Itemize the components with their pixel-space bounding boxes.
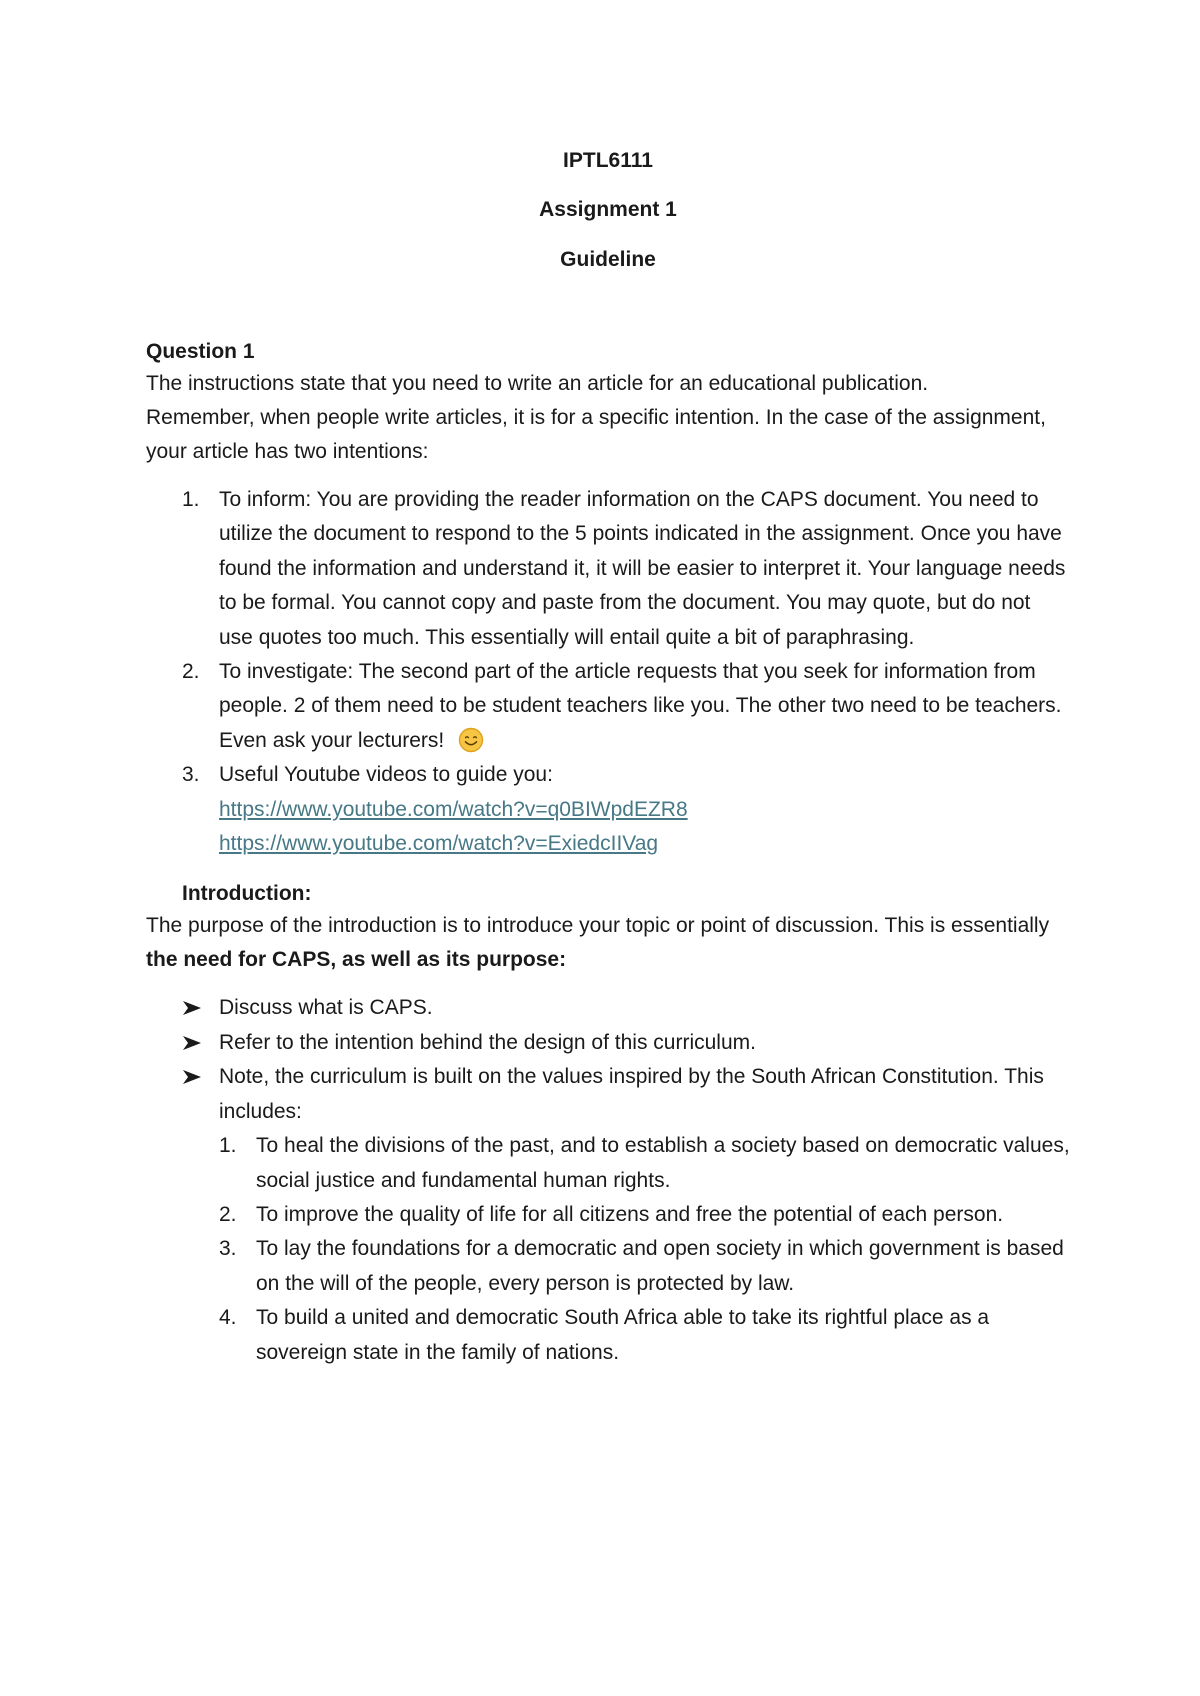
intentions-paragraph: Remember, when people write articles, it is for a specific intention. In the case of the assignment, your article has two intentions: bbox=[146, 406, 1046, 463]
list-item bbox=[146, 1060, 1070, 1370]
question-1-heading: Question 1 bbox=[146, 340, 255, 363]
arrowhead-bullet-icon bbox=[182, 1069, 202, 1085]
list-number: 1. bbox=[219, 1134, 237, 1158]
list-number: 3. bbox=[182, 763, 200, 787]
constitution-values-list bbox=[219, 1129, 1070, 1370]
list-item-text: To build a united and democratic South Africa able to take its rightful place as a sovereign state in the family of nations. bbox=[256, 1306, 990, 1364]
introduction-paragraph bbox=[146, 909, 1070, 977]
introduction-heading: Introduction: bbox=[182, 882, 312, 906]
list-item-text: To investigate: The second part of the article requests that you seek for information from people. 2 of them need to be student teachers like you. The other two need to be teachers. Even ask your lecturers! bbox=[219, 660, 1062, 752]
list-number: 4. bbox=[219, 1306, 237, 1330]
youtube-link-1[interactable]: https://www.youtube.com/watch?v=q0BIWpdEZR8 bbox=[219, 797, 688, 821]
smiling-face-icon bbox=[458, 727, 484, 753]
list-number: 2. bbox=[182, 660, 200, 684]
list-item bbox=[182, 483, 1070, 655]
list-item bbox=[182, 655, 1070, 758]
introduction-text: The purpose of the introduction is to introduce your topic or point of discussion. This is essentially bbox=[146, 914, 1050, 938]
document-type: Guideline bbox=[560, 248, 656, 271]
list-item-text: Useful Youtube videos to guide you: bbox=[219, 763, 553, 787]
list-number: 1. bbox=[182, 488, 200, 511]
bullet-text: Discuss what is CAPS. bbox=[219, 996, 433, 1020]
list-item bbox=[182, 758, 1070, 861]
course-code: IPTL6111 bbox=[563, 149, 653, 172]
introduction-bullets bbox=[146, 991, 1070, 1369]
arrowhead-bullet-icon bbox=[182, 1000, 202, 1016]
list-item-text: To lay the foundations for a democratic and open society in which government is based on the will of the people, every person is protected by law. bbox=[256, 1237, 1064, 1295]
introduction-bold-text: the need for CAPS, as well as its purpose: bbox=[146, 948, 567, 972]
list-item bbox=[146, 1026, 1070, 1060]
youtube-link-2[interactable]: https://www.youtube.com/watch?v=ExiedcIIVag bbox=[219, 832, 659, 856]
intentions-list bbox=[182, 483, 1070, 861]
arrowhead-bullet-icon bbox=[182, 1035, 202, 1051]
list-item bbox=[146, 991, 1070, 1025]
list-item bbox=[219, 1198, 1070, 1232]
list-item-text: To inform: You are providing the reader information on the CAPS document. You need to utilize the document to respond to the 5 points indicated in the assignment. Once you have found the information and understand it, it will be easier to interpret it. Your language needs to be formal. You cannot copy and paste from the document. You may quote, but do not use quotes too much. This essentially will entail quite a bit of paraphrasing. bbox=[219, 488, 1066, 649]
list-number: 2. bbox=[219, 1202, 237, 1226]
list-item bbox=[219, 1301, 1070, 1370]
list-number: 3. bbox=[219, 1237, 237, 1261]
list-item bbox=[219, 1129, 1070, 1198]
assignment-title: Assignment 1 bbox=[539, 198, 677, 221]
instructions-paragraph: The instructions state that you need to write an article for an educational publication. bbox=[146, 372, 929, 395]
list-item bbox=[219, 1232, 1070, 1301]
list-item-text: To improve the quality of life for all citizens and free the potential of each person. bbox=[256, 1202, 1004, 1226]
bullet-text: Refer to the intention behind the design of this curriculum. bbox=[219, 1030, 756, 1054]
bullet-text: Note, the curriculum is built on the values inspired by the South African Constitution. This includes: bbox=[219, 1065, 1044, 1123]
list-item-text: To heal the divisions of the past, and to establish a society based on democratic values, social justice and fundamental human rights. bbox=[256, 1134, 1070, 1192]
